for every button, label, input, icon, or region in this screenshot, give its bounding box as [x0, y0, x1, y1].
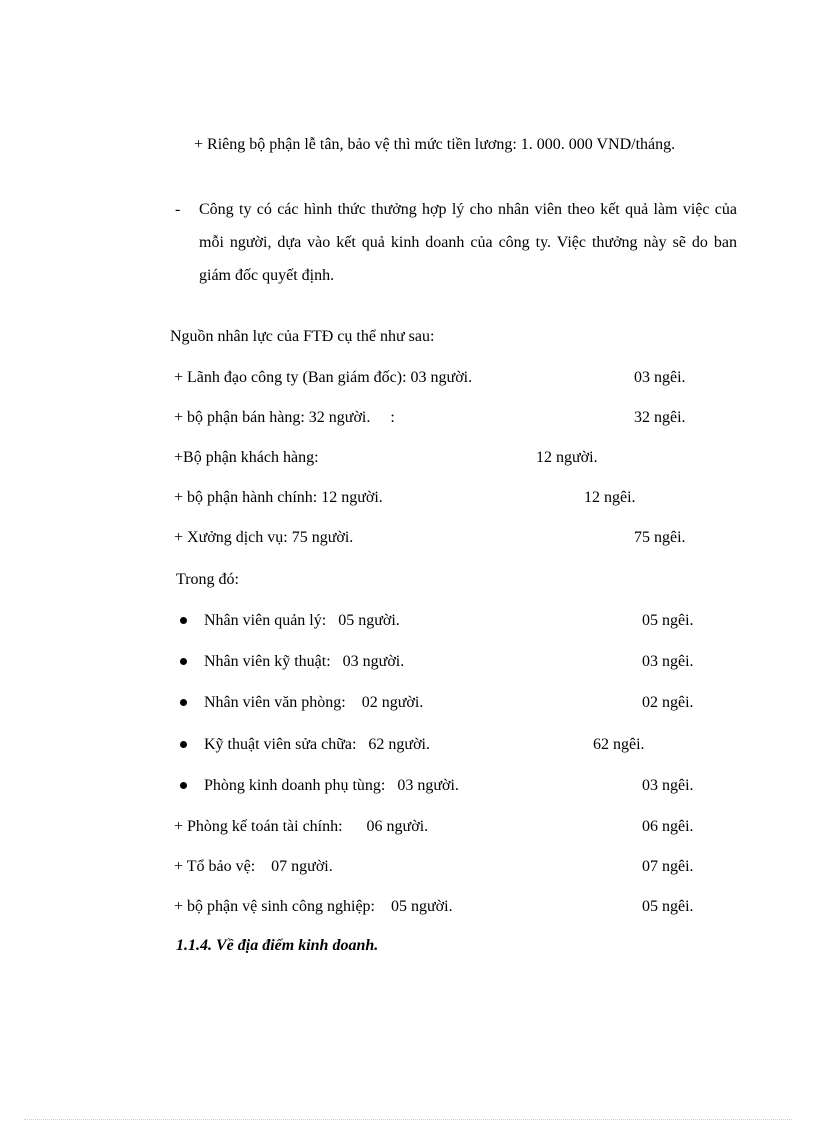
staff-label: Phòng kinh doanh phụ tùng: 03 người. [204, 777, 459, 794]
dept-count: 12 ngêi. [584, 489, 636, 506]
dept-label: + bộ phận vệ sinh công nghiệp: 05 người. [174, 898, 453, 915]
bonus-paragraph: Công ty có các hình thức thưởng hợp lý cho nhân viên theo kết quả làm việc của mỗi người, dựa vào kết quả kinh doanh của công ty. Việc thưởng này sẽ do ban giám đốc quyết định. [199, 201, 737, 284]
bullet-icon [180, 699, 187, 706]
bullet-icon [180, 782, 187, 789]
staff-label: Nhân viên văn phòng: 02 người. [204, 694, 424, 711]
dept-count: 03 ngêi. [634, 369, 686, 386]
dept-label: + bộ phận bán hàng: 32 người. : [174, 409, 395, 426]
bullet-icon [180, 741, 187, 748]
dept-label: + Xưởng dịch vụ: 75 người. [174, 529, 354, 546]
section-heading: 1.1.4. Về địa điểm kinh doanh. [176, 937, 379, 954]
staff-count: 05 ngêi. [642, 612, 694, 629]
dept-count: 05 ngêi. [642, 898, 694, 915]
dept-count: 06 ngêi. [642, 818, 694, 835]
staff-count: 02 ngêi. [642, 694, 694, 711]
salary-paragraph: + Riêng bộ phận lễ tân, bảo vệ thì mức tiền lương: 1. 000. 000 VND/tháng. [194, 136, 676, 153]
breakdown-label: Trong đó: [176, 571, 239, 588]
bullet-icon [180, 658, 187, 665]
dept-label: + bộ phận hành chính: 12 người. [174, 489, 383, 506]
dept-count: 32 ngêi. [634, 409, 686, 426]
staff-count: 62 ngêi. [593, 736, 645, 753]
page-bottom-divider [24, 1119, 792, 1120]
dept-count: 12 người. [536, 449, 598, 466]
dept-count: 75 ngêi. [634, 529, 686, 546]
dept-label: + Phòng kế toán tài chính: 06 người. [174, 818, 429, 835]
dept-label: + Tổ bảo vệ: 07 người. [174, 858, 333, 875]
staff-label: Nhân viên quản lý: 05 người. [204, 612, 400, 629]
hr-intro: Nguồn nhân lực của FTĐ cụ thể như sau: [170, 328, 435, 345]
dept-label: + Lãnh đạo công ty (Ban giám đốc): 03 người. [174, 369, 473, 386]
bullet-icon [180, 617, 187, 624]
dept-count: 07 ngêi. [642, 858, 694, 875]
staff-label: Nhân viên kỹ thuật: 03 người. [204, 653, 405, 670]
dept-label: +Bộ phận khách hàng: [174, 449, 319, 466]
dash-marker: - [175, 201, 181, 218]
staff-count: 03 ngêi. [642, 653, 694, 670]
staff-count: 03 ngêi. [642, 777, 694, 794]
staff-label: Kỹ thuật viên sửa chữa: 62 người. [204, 736, 430, 753]
